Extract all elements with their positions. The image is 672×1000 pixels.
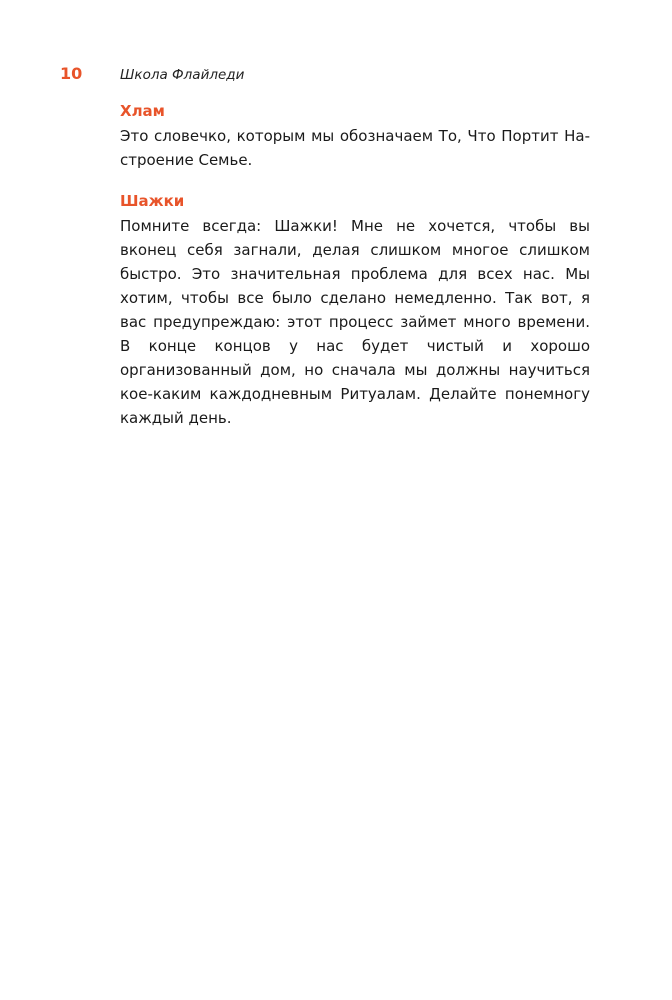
section-body: Помните всегда: Шажки! Мне не хочется, чтобы вы вконец себя загнали, делая слишком многое слишком быстро. Это значительная проблема для всех нас. Мы хотим, чтобы все было сделано немедленно. Так вот, я вас предупреждаю: этот процесс займет много времени. В конце концов у нас будет чистый и хорошо организованный дом, но сначала мы должны научиться кое-каким каждодневным Ритуалам. Делайте понемногу каждый день. bbox=[120, 217, 590, 427]
section-body: Это словечко, которым мы обозначаем То, Что Портит Настроение Семье. bbox=[120, 127, 590, 169]
section-shazhki bbox=[120, 191, 590, 430]
page-content bbox=[120, 101, 590, 449]
section-hlam bbox=[120, 101, 590, 172]
page-header bbox=[60, 64, 244, 86]
section-title: Хлам bbox=[120, 102, 165, 120]
running-title: Школа Флайледи bbox=[120, 67, 245, 83]
page-number: 10 bbox=[60, 64, 83, 83]
section-title: Шажки bbox=[120, 192, 185, 210]
